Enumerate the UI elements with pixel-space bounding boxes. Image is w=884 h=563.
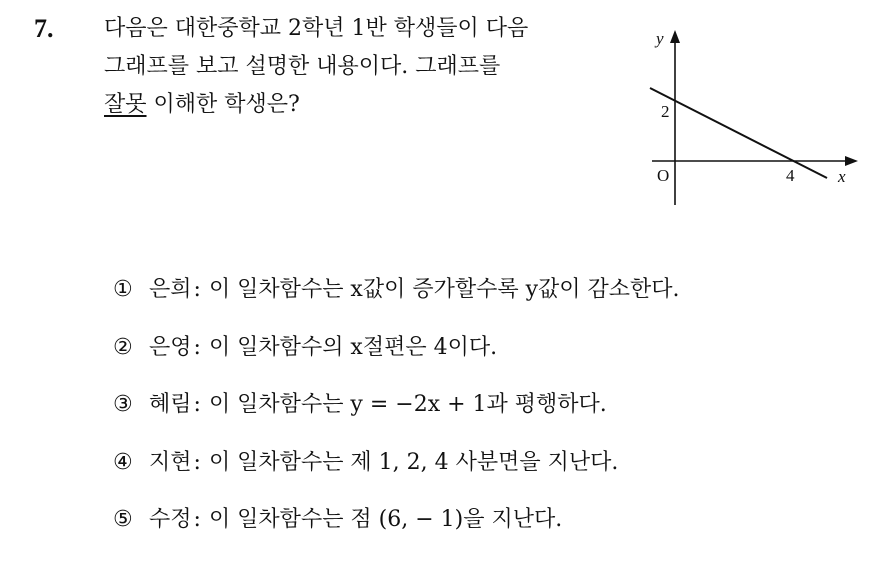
choice-2-name: 은영	[149, 334, 192, 360]
choice-4-name: 지현	[149, 449, 192, 475]
choice-4-colon: :	[193, 449, 201, 475]
x-intercept-label: 4	[786, 166, 795, 185]
choice-4[interactable]	[113, 448, 680, 478]
stem-line-1: 다음은 대한중학교 2학년 1반 학생들이 다음	[104, 16, 529, 41]
choice-3-colon: :	[193, 392, 201, 417]
choice-4-mark: ④	[113, 449, 133, 475]
choice-1[interactable]	[113, 275, 680, 305]
choice-1-name: 은희	[149, 277, 192, 302]
question-number: 7.	[34, 14, 54, 43]
linear-function-graph	[640, 20, 870, 210]
x-axis-label: x	[838, 167, 846, 186]
choice-3-name: 혜림	[149, 392, 192, 417]
choice-1-colon: :	[193, 277, 201, 302]
question-stem	[104, 10, 624, 124]
function-line	[650, 88, 827, 178]
choice-3[interactable]	[113, 390, 680, 420]
choice-5-text: 이 일차함수는 점 (6, − 1)을 지난다.	[208, 507, 563, 532]
choice-5[interactable]	[113, 505, 680, 535]
choice-4-text: 이 일차함수는 제 1, 2, 4 사분면을 지난다.	[208, 449, 619, 475]
choice-3-mark: ③	[113, 392, 133, 417]
choice-2[interactable]	[113, 333, 680, 363]
stem-line-3-rest: 이해한 학생은?	[146, 92, 300, 117]
y-axis-arrow	[670, 30, 680, 43]
origin-label: O	[657, 166, 670, 185]
y-axis-label: y	[656, 29, 664, 48]
stem-line-3	[104, 86, 624, 124]
stem-underlined-word: 잘못	[104, 92, 147, 117]
choice-2-colon: :	[193, 334, 201, 360]
choice-2-mark: ②	[113, 334, 133, 360]
choice-5-colon: :	[193, 507, 201, 532]
answer-choices	[113, 275, 680, 563]
choice-1-mark: ①	[113, 277, 133, 302]
choice-5-mark: ⑤	[113, 507, 133, 532]
x-axis-arrow	[845, 156, 858, 166]
stem-line-2: 그래프를 보고 설명한 내용이다. 그래프를	[104, 54, 501, 79]
choice-2-text: 이 일차함수의 x절편은 4이다.	[208, 334, 498, 360]
graph-svg	[640, 20, 870, 210]
y-intercept-label: 2	[661, 102, 670, 121]
choice-5-name: 수정	[149, 507, 192, 532]
choice-3-text: 이 일차함수는 y = −2x + 1과 평행하다.	[208, 392, 607, 417]
choice-1-text: 이 일차함수는 x값이 증가할수록 y값이 감소한다.	[208, 277, 680, 302]
